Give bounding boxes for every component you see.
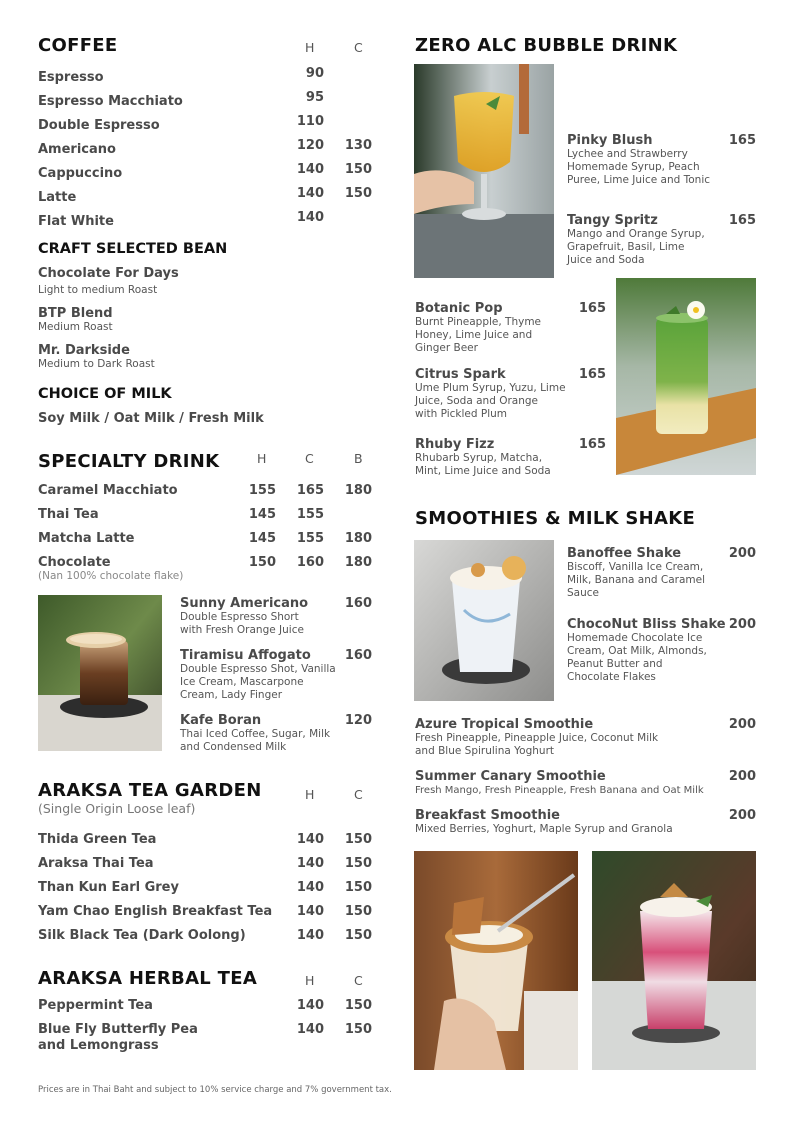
- banoffee-shake-photo: [414, 540, 554, 701]
- item-desc: [415, 732, 658, 758]
- item-name: [38, 1022, 198, 1054]
- price: 120: [344, 713, 372, 728]
- item-desc: [567, 228, 705, 267]
- menu-row: [38, 186, 76, 205]
- item-name: Botanic Pop: [415, 301, 503, 316]
- item-name: Banoffee Shake: [567, 546, 682, 561]
- price-c: 130: [344, 138, 372, 153]
- desc-line: Juice, Soda and Orange: [415, 395, 538, 407]
- menu-row: [38, 114, 160, 133]
- price-h: 140: [296, 880, 324, 895]
- price: 160: [344, 648, 372, 663]
- desc-line: and Blue Spirulina Yoghurt: [415, 745, 554, 757]
- desc-line: Grapefruit, Basil, Lime: [567, 241, 685, 253]
- bean-name: Mr. Darkside: [38, 343, 130, 358]
- price-h: 90: [305, 66, 324, 81]
- price-h: 150: [248, 555, 276, 570]
- desc-line: Double Espresso Shot, Vanilla: [180, 663, 336, 675]
- item-desc: [567, 148, 710, 187]
- item-name: Matcha Latte: [38, 531, 135, 546]
- tea-col-h: H: [305, 787, 315, 802]
- price-b: 180: [344, 531, 372, 546]
- item-desc: [415, 823, 673, 836]
- item-name: Kafe Boran: [180, 713, 262, 728]
- price-h: 95: [305, 90, 324, 105]
- specialty-col-h: H: [257, 451, 267, 466]
- desc-line: Rhubarb Syrup, Matcha,: [415, 452, 543, 464]
- desc-line: Biscoff, Vanilla Ice Cream,: [567, 561, 704, 573]
- footnote: Prices are in Thai Baht and subject to 10% service charge and 7% government tax.: [38, 1085, 392, 1095]
- bean-desc: Medium Roast: [38, 321, 113, 333]
- desc-line: Homemade Chocolate Ice: [567, 632, 703, 644]
- milk-title: CHOICE OF MILK: [38, 386, 172, 402]
- item-name: Summer Canary Smoothie: [415, 769, 606, 784]
- item-name: Double Espresso: [38, 118, 160, 133]
- specialty-col-b: B: [354, 451, 363, 466]
- desc-line: Milk, Banana and Caramel: [567, 574, 706, 586]
- desc-line: Mixed Berries, Yoghurt, Maple Syrup and Granola: [415, 823, 673, 835]
- item-name: Citrus Spark: [415, 367, 506, 382]
- biscoff-shake-photo: [414, 851, 578, 1070]
- price: 165: [578, 301, 606, 316]
- chocolate-note: (Nan 100% chocolate flake): [38, 570, 184, 582]
- herbal-title: ARAKSA HERBAL TEA: [38, 968, 258, 989]
- item-name: Espresso: [38, 70, 104, 85]
- price-c: 150: [344, 1022, 372, 1037]
- desc-line: Puree, Lime Juice and Tonic: [567, 174, 711, 186]
- price: 165: [728, 213, 756, 228]
- matcha-drink-photo: [616, 278, 756, 475]
- yellow-cocktail-photo: [414, 64, 554, 278]
- tea-garden-title: ARAKSA TEA GARDEN: [38, 780, 262, 801]
- beans-title: CRAFT SELECTED BEAN: [38, 241, 228, 257]
- item-name: Latte: [38, 190, 77, 205]
- tea-col-c: C: [354, 787, 363, 802]
- desc-line: with Pickled Plum: [415, 408, 507, 420]
- desc-line: Ice Cream, Mascarpone: [180, 676, 304, 688]
- bubble-title: ZERO ALC BUBBLE DRINK: [415, 35, 678, 56]
- item-name: Araksa Thai Tea: [38, 856, 154, 871]
- price-c: 150: [344, 186, 372, 201]
- desc-line: Double Espresso Short: [180, 611, 299, 623]
- item-name: Silk Black Tea (Dark Oolong): [38, 928, 246, 943]
- desc-line: Fresh Mango, Fresh Pineapple, Fresh Banana and Oat Milk: [415, 785, 704, 796]
- price-c: 165: [296, 483, 324, 498]
- desc-line: Juice and Soda: [567, 254, 645, 266]
- desc-line: Chocolate Flakes: [567, 671, 656, 683]
- milk-options: Soy Milk / Oat Milk / Fresh Milk: [38, 411, 264, 426]
- price-h: 140: [296, 856, 324, 871]
- price-h: 140: [296, 928, 324, 943]
- desc-line: Burnt Pineapple, Thyme: [415, 316, 542, 328]
- item-name-line: Blue Fly Butterfly Pea: [38, 1022, 198, 1037]
- desc-line: Lychee and Strawberry: [567, 148, 688, 160]
- desc-line: and Condensed Milk: [180, 741, 287, 753]
- item-desc: [567, 632, 707, 684]
- price: 160: [344, 596, 372, 611]
- price: 200: [728, 617, 756, 632]
- price-c: 150: [344, 904, 372, 919]
- price-c: 150: [344, 162, 372, 177]
- coffee-col-h: H: [305, 40, 315, 55]
- herbal-col-h: H: [305, 973, 315, 988]
- bean-name: BTP Blend: [38, 306, 113, 321]
- item-name: Espresso Macchiato: [38, 94, 183, 109]
- menu-row: [38, 90, 183, 109]
- price: 200: [728, 808, 756, 823]
- desc-line: Ume Plum Syrup, Yuzu, Lime: [415, 382, 566, 394]
- bean-name: Chocolate For Days: [38, 266, 179, 281]
- desc-line: Homemade Syrup, Peach: [567, 161, 700, 173]
- menu-row: [38, 138, 116, 157]
- price-c: 155: [296, 507, 324, 522]
- item-name: Breakfast Smoothie: [415, 808, 560, 823]
- price-h: 140: [296, 998, 324, 1013]
- item-name-line: and Lemongrass: [38, 1038, 159, 1053]
- desc-line: Mango and Orange Syrup,: [567, 228, 705, 240]
- price-h: 120: [296, 138, 324, 153]
- item-desc: [180, 611, 304, 637]
- item-name: Caramel Macchiato: [38, 483, 178, 498]
- price-h: 145: [248, 531, 276, 546]
- price-c: 150: [344, 832, 372, 847]
- item-name: ChocoNut Bliss Shake: [567, 617, 726, 632]
- price-c: 150: [344, 998, 372, 1013]
- specialty-title: SPECIALTY DRINK: [38, 451, 220, 472]
- berry-smoothie-photo: [592, 851, 756, 1070]
- desc-line: Sauce: [567, 587, 599, 599]
- desc-line: Thai Iced Coffee, Sugar, Milk: [180, 728, 331, 740]
- desc-line: Peanut Butter and: [567, 658, 663, 670]
- price-b: 180: [344, 483, 372, 498]
- item-name: Flat White: [38, 214, 114, 229]
- bean-desc: Light to medium Roast: [38, 284, 158, 296]
- price: 200: [728, 717, 756, 732]
- price-h: 140: [296, 210, 324, 225]
- item-name: Rhuby Fizz: [415, 437, 495, 452]
- item-name: Thai Tea: [38, 507, 99, 522]
- item-name: Yam Chao English Breakfast Tea: [38, 904, 273, 919]
- item-desc: [180, 728, 330, 754]
- price-c: 160: [296, 555, 324, 570]
- price: 165: [578, 367, 606, 382]
- tea-garden-subtitle: (Single Origin Loose leaf): [38, 801, 196, 816]
- herbal-col-c: C: [354, 973, 363, 988]
- price-c: 150: [344, 856, 372, 871]
- desc-line: Fresh Pineapple, Pineapple Juice, Coconut Milk: [415, 732, 659, 744]
- price-h: 110: [296, 114, 324, 129]
- desc-line: with Fresh Orange Juice: [180, 624, 304, 636]
- iced-coffee-photo: [38, 595, 162, 751]
- item-name: Sunny Americano: [180, 596, 309, 611]
- price: 165: [578, 437, 606, 452]
- price-h: 140: [296, 832, 324, 847]
- menu-row: [38, 162, 122, 181]
- menu-row: [38, 66, 378, 85]
- price-c: 150: [344, 928, 372, 943]
- item-name: Pinky Blush: [567, 133, 653, 148]
- price-h: 155: [248, 483, 276, 498]
- coffee-title: COFFEE: [38, 35, 118, 56]
- price: 200: [728, 769, 756, 784]
- item-name: Than Kun Earl Grey: [38, 880, 179, 895]
- item-desc: [415, 382, 566, 421]
- price-h: 140: [296, 186, 324, 201]
- desc-line: Honey, Lime Juice and: [415, 329, 533, 341]
- desc-line: Mint, Lime Juice and Soda: [415, 465, 551, 477]
- desc-line: Cream, Oat Milk, Almonds,: [567, 645, 707, 657]
- item-desc: [180, 663, 336, 702]
- desc-line: Ginger Beer: [415, 342, 478, 354]
- price-c: 150: [344, 880, 372, 895]
- price: 200: [728, 546, 756, 561]
- menu-row: [38, 210, 114, 229]
- item-name: Chocolate: [38, 555, 111, 570]
- item-name: Azure Tropical Smoothie: [415, 717, 594, 732]
- specialty-col-c: C: [305, 451, 314, 466]
- price-h: 140: [296, 162, 324, 177]
- item-name: Peppermint Tea: [38, 998, 153, 1013]
- price-h: 145: [248, 507, 276, 522]
- smoothies-title: SMOOTHIES & MILK SHAKE: [415, 508, 696, 529]
- item-name: Thida Green Tea: [38, 832, 157, 847]
- item-name: Americano: [38, 142, 116, 157]
- coffee-col-c: C: [354, 40, 363, 55]
- item-name: Tangy Spritz: [567, 213, 658, 228]
- item-desc: [415, 784, 704, 797]
- item-desc: [567, 561, 705, 600]
- price: 165: [728, 133, 756, 148]
- item-name: Cappuccino: [38, 166, 123, 181]
- item-desc: [415, 452, 551, 478]
- desc-line: Cream, Lady Finger: [180, 689, 283, 701]
- price-h: 140: [296, 904, 324, 919]
- price-c: 155: [296, 531, 324, 546]
- item-name: Tiramisu Affogato: [180, 648, 311, 663]
- bean-desc: Medium to Dark Roast: [38, 358, 155, 370]
- price-h: 140: [296, 1022, 324, 1037]
- item-desc: [415, 316, 541, 355]
- price-b: 180: [344, 555, 372, 570]
